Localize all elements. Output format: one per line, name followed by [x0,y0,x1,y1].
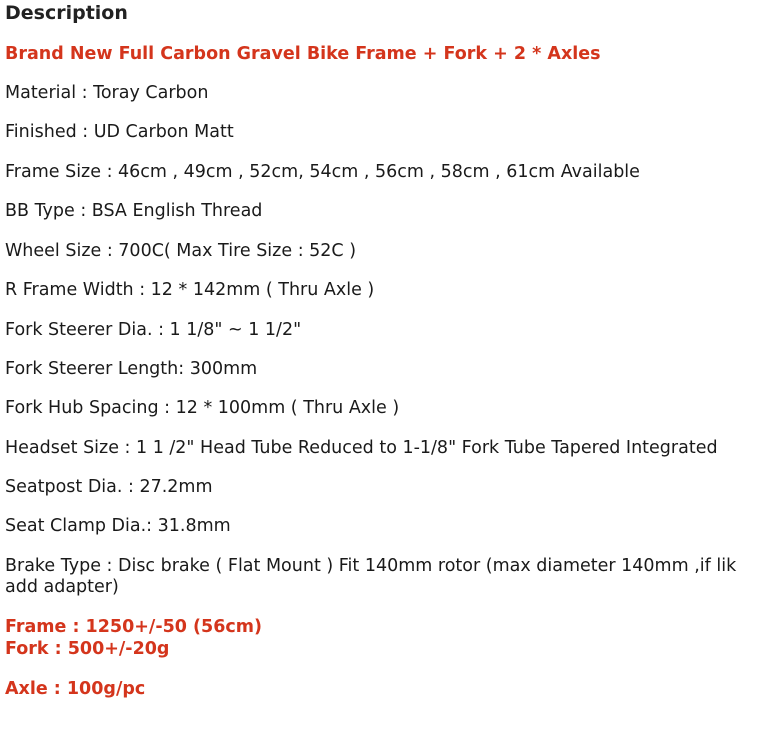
spec-bb-type: BB Type : BSA English Thread [5,201,263,221]
spec-material: Material : Toray Carbon [5,83,209,103]
section-heading: Description [5,2,128,24]
spec-brake-type-line2: add adapter) [5,577,119,597]
spec-brake-type-line1: Brake Type : Disc brake ( Flat Mount ) Fit 140mm rotor (max diameter 140mm ,if lik [5,556,737,576]
spec-frame-size: Frame Size : 46cm , 49cm , 52cm, 54cm , 56cm , 58cm , 61cm Available [5,162,640,182]
spec-seat-clamp-dia: Seat Clamp Dia.: 31.8mm [5,516,231,536]
weight-fork: Fork : 500+/-20g [5,639,170,659]
product-title: Brand New Full Carbon Gravel Bike Frame + Fork + 2 * Axles [5,44,601,64]
weight-axle: Axle : 100g/pc [5,679,146,699]
spec-fork-hub-spacing: Fork Hub Spacing : 12 * 100mm ( Thru Axle ) [5,398,400,418]
spec-frame-width: R Frame Width : 12 * 142mm ( Thru Axle ) [5,280,375,300]
spec-seatpost-dia: Seatpost Dia. : 27.2mm [5,477,213,497]
spec-headset-size: Headset Size : 1 1 /2" Head Tube Reduced to 1-1/8" Fork Tube Tapered Integrated [5,438,718,458]
spec-fork-steerer-dia: Fork Steerer Dia. : 1 1/8" ~ 1 1/2" [5,320,302,340]
weight-frame: Frame : 1250+/-50 (56cm) [5,617,262,637]
spec-wheel-size: Wheel Size : 700C( Max Tire Size : 52C ) [5,241,357,261]
spec-finished: Finished : UD Carbon Matt [5,122,234,142]
spec-fork-steerer-length: Fork Steerer Length: 300mm [5,359,258,379]
